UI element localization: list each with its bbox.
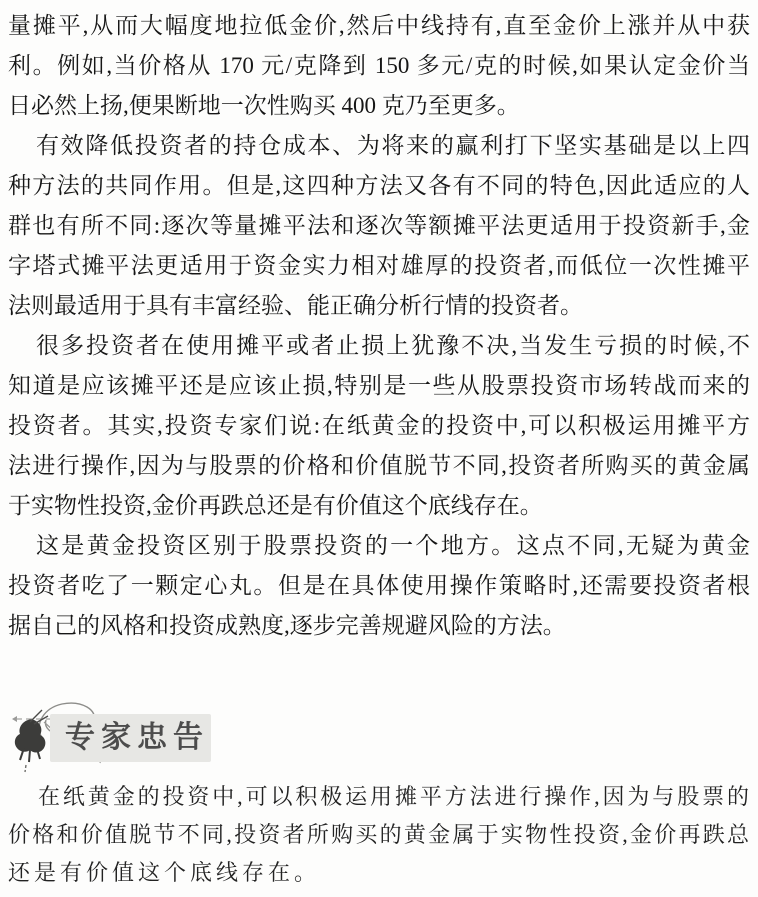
text-line: 价格和价值脱节不同,投资者所购买的黄金属于实物性投资,金价再跌总 <box>8 822 750 847</box>
text-line: 群也有所不同:逐次等量摊平法和逐次等额摊平法更适用于投资新手,金 <box>8 213 750 238</box>
advice-heading-band <box>50 714 211 762</box>
body-text <box>8 4 750 646</box>
text-line: 有效降低投资者的持仓成本、为将来的赢利打下坚实基础是以上四 <box>36 133 750 158</box>
advice-heading: 专家忠告 <box>65 721 209 754</box>
text-line: 法则最适用于具有丰富经验、能正确分析行情的投资者。 <box>8 293 583 318</box>
text-line: 字塔式摊平法更适用于资金实力相对雄厚的投资者,而低位一次性摊平 <box>8 253 750 278</box>
text-line: 法进行操作,因为与股票的价格和价值脱节不同,投资者所购买的黄金属 <box>8 453 750 478</box>
text-line: 在纸黄金的投资中,可以积极运用摊平方法进行操作,因为与股票的 <box>38 784 750 809</box>
text-line: 量摊平,从而大幅度地拉低金价,然后中线持有,直至金价上涨并从中获 <box>8 13 750 38</box>
text-line: 于实物性投资,金价再跌总还是有价值这个底线存在。 <box>8 493 543 518</box>
text-line: 还是有价值这个底线存在。 <box>8 860 321 885</box>
text-line: 据自己的风格和投资成熟度,逐步完善规避风险的方法。 <box>8 613 566 638</box>
text-line: 日必然上扬,便果断地一次性购买 400 克乃至更多。 <box>8 93 520 118</box>
advice-text <box>8 778 750 892</box>
text-line: 种方法的共同作用。但是,这四种方法又各有不同的特色,因此适应的人 <box>8 173 750 198</box>
text-line: 知道是应该摊平还是应该止损,特别是一些从股票投资市场转战而来的 <box>8 373 750 398</box>
text-line: 这是黄金投资区别于股票投资的一个地方。这点不同,无疑为黄金 <box>36 533 750 558</box>
text-line: 利。例如,当价格从 170 元/克降到 150 多元/克的时候,如果认定金价当 <box>8 53 750 78</box>
text-line: 投资者吃了一颗定心丸。但是在具体使用操作策略时,还需要投资者根 <box>8 573 750 598</box>
text-line: 很多投资者在使用摊平或者止损上犹豫不决,当发生亏损的时候,不 <box>36 333 750 358</box>
text-line: 投资者。其实,投资专家们说:在纸黄金的投资中,可以积极运用摊平方 <box>8 413 750 438</box>
advice-header <box>8 686 750 774</box>
